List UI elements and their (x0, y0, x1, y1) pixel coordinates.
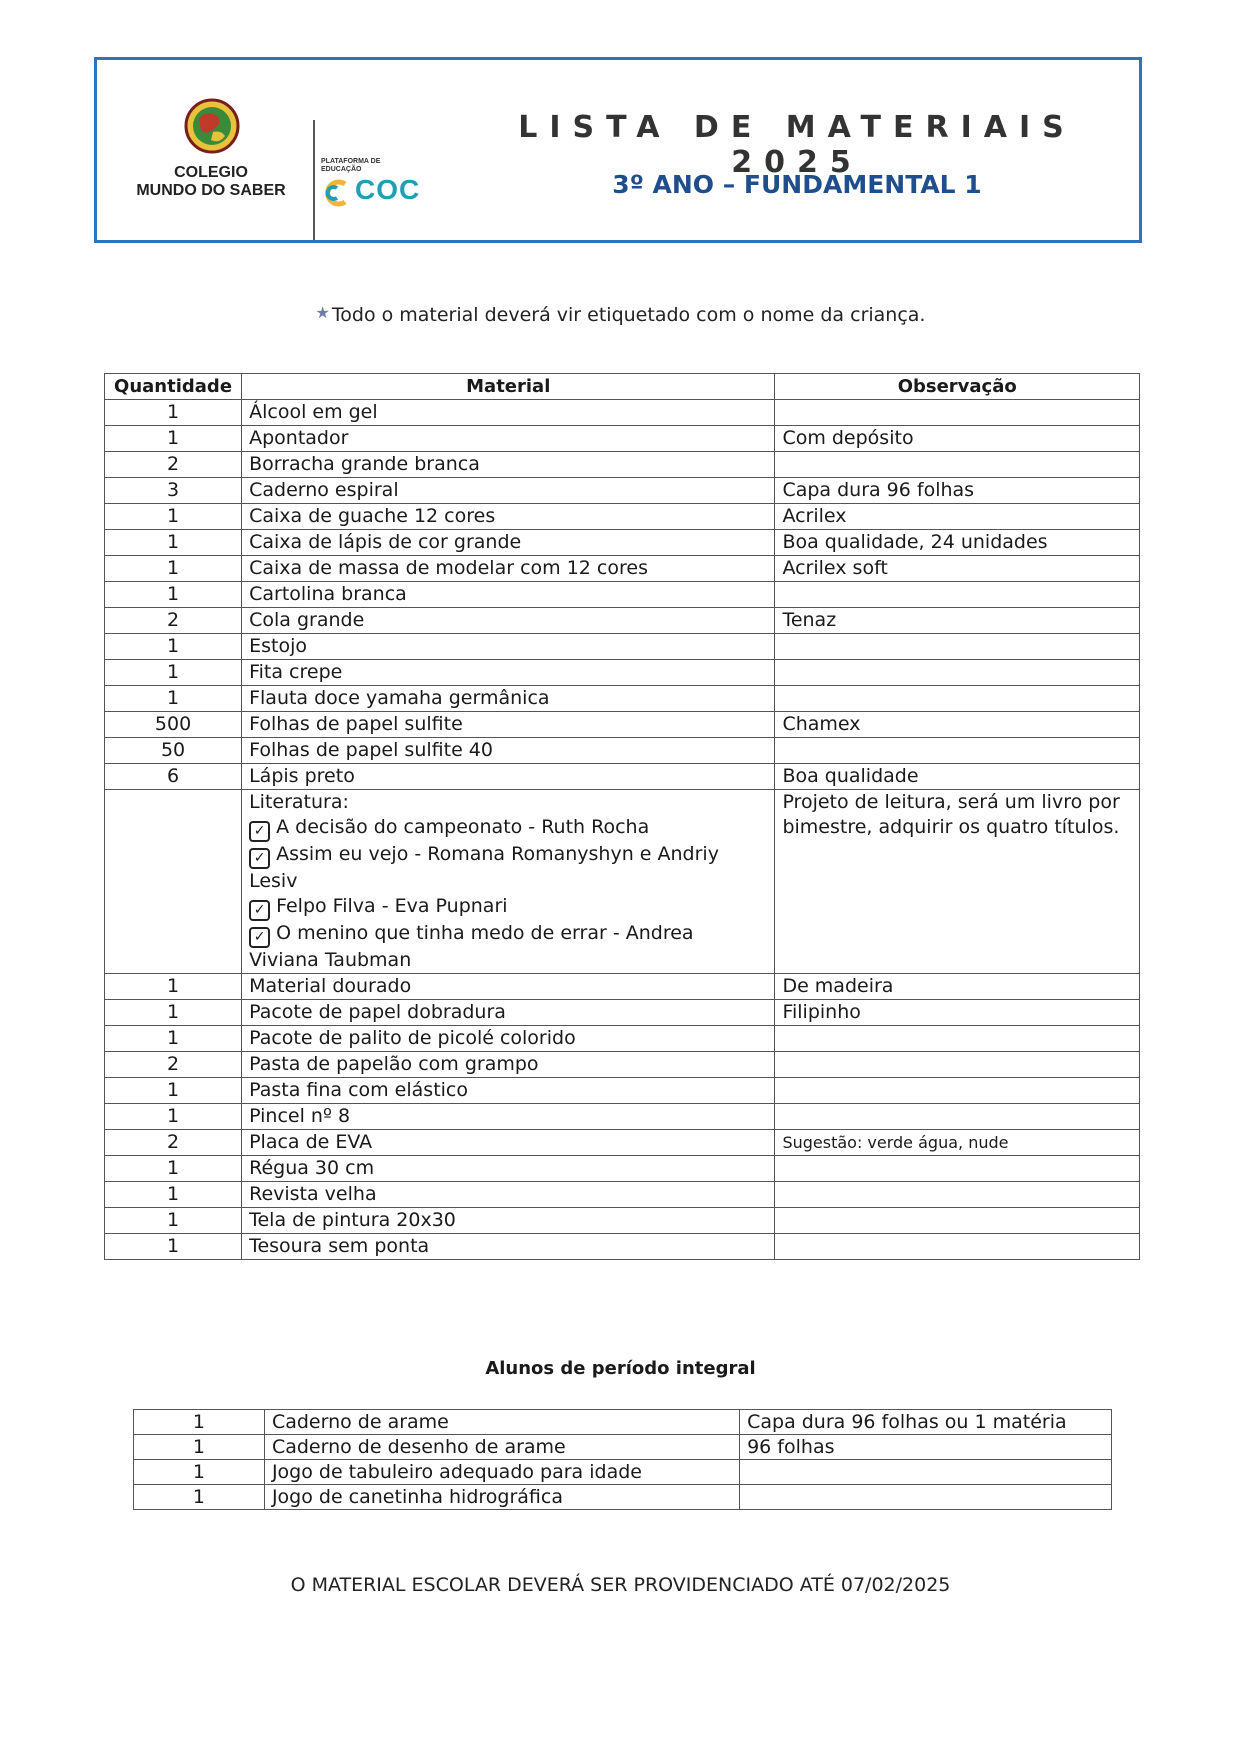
table-row (105, 478, 1140, 504)
cell-observation (775, 1208, 1140, 1234)
cell-material: Flauta doce yamaha germânica (242, 686, 775, 712)
cell-observation (775, 452, 1140, 478)
checkbox-checked-icon: ✓ (249, 821, 270, 842)
cell-material: Caderno de arame (264, 1410, 739, 1435)
checkbox-checked-icon: ✓ (249, 900, 270, 921)
table-row (105, 738, 1140, 764)
table-row (105, 530, 1140, 556)
literature-title: Literatura: (249, 791, 349, 813)
book-title: O menino que tinha medo de errar - Andrea Viviana Taubman (249, 922, 694, 971)
cell-material: Pacote de papel dobradura (242, 1000, 775, 1026)
table-row (105, 1182, 1140, 1208)
integral-section-heading: Alunos de período integral (485, 1358, 756, 1379)
book-item (249, 842, 767, 894)
cell-material: Régua 30 cm (242, 1156, 775, 1182)
materials-table (104, 373, 1140, 1260)
cell-observation: Acrilex (775, 504, 1140, 530)
table-row (105, 686, 1140, 712)
cell-material: Fita crepe (242, 660, 775, 686)
book-item (249, 815, 767, 842)
cell-material: Pasta de papelão com grampo (242, 1052, 775, 1078)
cell-material: Borracha grande branca (242, 452, 775, 478)
cell-quantity: 1 (105, 1156, 242, 1182)
header-quantity: Quantidade (105, 374, 242, 400)
table-row (105, 1234, 1140, 1260)
cell-quantity (105, 790, 242, 974)
cell-observation (775, 1078, 1140, 1104)
table-row (105, 504, 1140, 530)
table-row (105, 1026, 1140, 1052)
cell-material-literature (242, 790, 775, 974)
cell-quantity: 1 (105, 634, 242, 660)
cell-observation (775, 400, 1140, 426)
cell-material: Estojo (242, 634, 775, 660)
cell-material: Jogo de canetinha hidrográfica (264, 1485, 739, 1510)
cell-quantity: 1 (105, 1182, 242, 1208)
cell-quantity: 1 (105, 556, 242, 582)
cell-material: Cartolina branca (242, 582, 775, 608)
integral-table (133, 1409, 1112, 1510)
table-row (105, 1156, 1140, 1182)
cell-material: Jogo de tabuleiro adequado para idade (264, 1460, 739, 1485)
cell-material: Álcool em gel (242, 400, 775, 426)
cell-observation: Boa qualidade, 24 unidades (775, 530, 1140, 556)
table-row-literature (105, 790, 1140, 974)
table-row (105, 1130, 1140, 1156)
cell-material: Pasta fina com elástico (242, 1078, 775, 1104)
table-row (134, 1410, 1112, 1435)
cell-observation: Acrilex soft (775, 556, 1140, 582)
cell-observation (775, 582, 1140, 608)
cell-quantity: 1 (105, 504, 242, 530)
globe-logo-icon (177, 96, 247, 156)
table-row (105, 1208, 1140, 1234)
cell-observation: Sugestão: verde água, nude (775, 1130, 1140, 1156)
cell-material: Placa de EVA (242, 1130, 775, 1156)
cell-quantity: 1 (105, 1104, 242, 1130)
cell-observation (740, 1460, 1112, 1485)
cell-material: Lápis preto (242, 764, 775, 790)
cell-material: Caixa de guache 12 cores (242, 504, 775, 530)
table-row (105, 582, 1140, 608)
page-subtitle: 3º ANO – FUNDAMENTAL 1 (612, 170, 982, 199)
cell-observation: Capa dura 96 folhas ou 1 matéria (740, 1410, 1112, 1435)
cell-material: Tesoura sem ponta (242, 1234, 775, 1260)
cell-quantity: 1 (105, 426, 242, 452)
school-name-line1: COLEGIO (174, 164, 248, 181)
cell-observation: Com depósito (775, 426, 1140, 452)
cell-observation (775, 1026, 1140, 1052)
table-row (105, 974, 1140, 1000)
cell-material: Caderno espiral (242, 478, 775, 504)
cell-quantity: 1 (134, 1410, 265, 1435)
cell-material: Apontador (242, 426, 775, 452)
cell-quantity: 1 (105, 1234, 242, 1260)
table-row (134, 1460, 1112, 1485)
cell-observation (775, 1052, 1140, 1078)
cell-quantity: 500 (105, 712, 242, 738)
table-row (105, 1078, 1140, 1104)
footer-deadline: O MATERIAL ESCOLAR DEVERÁ SER PROVIDENCIADO ATÉ 07/02/2025 (290, 1574, 951, 1596)
checkbox-checked-icon: ✓ (249, 927, 270, 948)
cell-observation: 96 folhas (740, 1435, 1112, 1460)
cell-quantity: 2 (105, 452, 242, 478)
cell-quantity: 3 (105, 478, 242, 504)
cell-material: Revista velha (242, 1182, 775, 1208)
cell-quantity: 1 (105, 1208, 242, 1234)
table-row (105, 556, 1140, 582)
header-box (94, 57, 1142, 243)
cell-quantity: 2 (105, 1052, 242, 1078)
cell-quantity: 1 (105, 530, 242, 556)
table-row (105, 1052, 1140, 1078)
table-row (105, 660, 1140, 686)
table-row (134, 1435, 1112, 1460)
cell-quantity: 6 (105, 764, 242, 790)
page-title: LISTA DE MATERIAIS 2025 (518, 110, 1076, 180)
cell-observation: Boa qualidade (775, 764, 1140, 790)
table-row (105, 452, 1140, 478)
cell-material: Pacote de palito de picolé colorido (242, 1026, 775, 1052)
label-note (0, 303, 1241, 326)
cell-observation: Projeto de leitura, será um livro por bimestre, adquirir os quatro títulos. (775, 790, 1140, 974)
cell-observation (740, 1485, 1112, 1510)
header-material: Material (242, 374, 775, 400)
cell-quantity: 2 (105, 1130, 242, 1156)
table-row (134, 1485, 1112, 1510)
school-logo (117, 96, 421, 216)
cell-quantity: 50 (105, 738, 242, 764)
book-title: A decisão do campeonato - Ruth Rocha (276, 816, 650, 838)
cell-quantity: 1 (105, 686, 242, 712)
cell-quantity: 1 (134, 1485, 265, 1510)
note-text: Todo o material deverá vir etiquetado com o nome da criança. (331, 304, 926, 326)
table-row (105, 764, 1140, 790)
cell-observation (775, 1156, 1140, 1182)
platform-label: PLATAFORMA DE EDUCAÇÃO (321, 158, 381, 173)
cell-observation (775, 660, 1140, 686)
checkbox-checked-icon: ✓ (249, 848, 270, 869)
cell-quantity: 1 (105, 660, 242, 686)
book-item (249, 921, 767, 973)
header-observation: Observação (775, 374, 1140, 400)
cell-quantity: 1 (105, 1000, 242, 1026)
book-title: Felpo Filva - Eva Pupnari (276, 895, 508, 917)
table-row (105, 712, 1140, 738)
table-row (105, 634, 1140, 660)
table-row (105, 1104, 1140, 1130)
school-name-line2: MUNDO DO SABER (136, 182, 286, 199)
cell-material: Pincel nº 8 (242, 1104, 775, 1130)
cell-observation (775, 1234, 1140, 1260)
table-row (105, 608, 1140, 634)
table-header-row (105, 374, 1140, 400)
school-name (117, 164, 305, 200)
cell-observation (775, 1182, 1140, 1208)
cell-observation: Filipinho (775, 1000, 1140, 1026)
cell-material: Material dourado (242, 974, 775, 1000)
cell-observation (775, 1104, 1140, 1130)
star-icon: ★ (315, 303, 330, 322)
cell-material: Caderno de desenho de arame (264, 1435, 739, 1460)
cell-observation (775, 738, 1140, 764)
cell-material: Folhas de papel sulfite (242, 712, 775, 738)
cell-quantity: 1 (105, 1026, 242, 1052)
cell-observation: Capa dura 96 folhas (775, 478, 1140, 504)
cell-material: Folhas de papel sulfite 40 (242, 738, 775, 764)
cell-observation (775, 634, 1140, 660)
cell-quantity: 2 (105, 608, 242, 634)
cell-material: Caixa de massa de modelar com 12 cores (242, 556, 775, 582)
book-title: Assim eu vejo - Romana Romanyshyn e Andriy Lesiv (249, 843, 719, 892)
table-row (105, 426, 1140, 452)
cell-quantity: 1 (105, 582, 242, 608)
logo-divider (313, 120, 315, 240)
cell-observation: Tenaz (775, 608, 1140, 634)
book-item (249, 894, 767, 921)
cell-material: Tela de pintura 20x30 (242, 1208, 775, 1234)
cell-quantity: 1 (134, 1435, 265, 1460)
platform-name: COC (355, 174, 421, 205)
table-row (105, 1000, 1140, 1026)
cell-quantity: 1 (105, 974, 242, 1000)
cell-material: Cola grande (242, 608, 775, 634)
cell-observation: De madeira (775, 974, 1140, 1000)
cell-observation: Chamex (775, 712, 1140, 738)
coc-logo-icon (321, 178, 355, 208)
cell-quantity: 1 (134, 1460, 265, 1485)
cell-quantity: 1 (105, 1078, 242, 1104)
cell-material: Caixa de lápis de cor grande (242, 530, 775, 556)
table-row (105, 400, 1140, 426)
cell-observation (775, 686, 1140, 712)
cell-quantity: 1 (105, 400, 242, 426)
